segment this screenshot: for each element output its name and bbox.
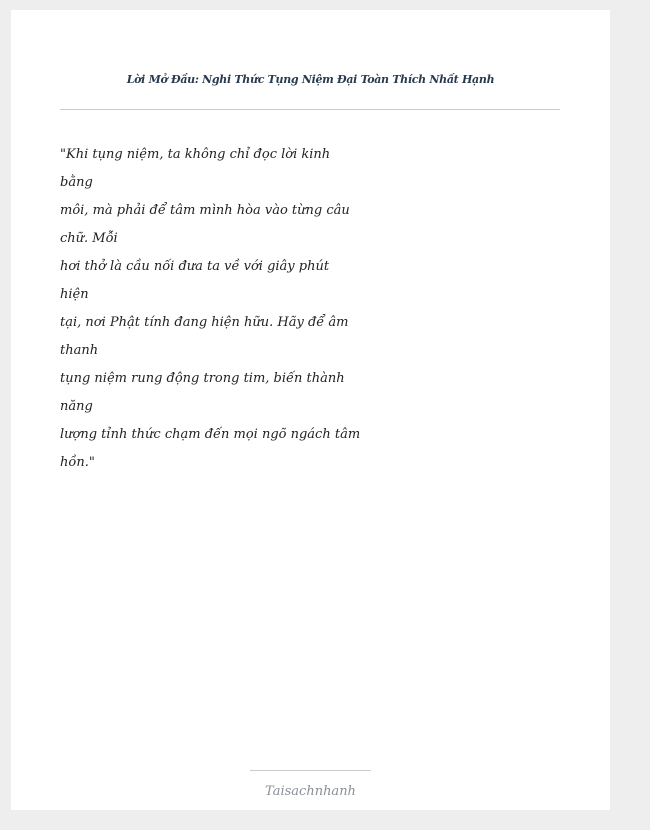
- quote-line: tụng niệm rung động trong tim, biến thành: [60, 371, 345, 386]
- quote-line: năng: [60, 399, 93, 414]
- quote-line: "Khi tụng niệm, ta không chỉ đọc lời kinh: [60, 147, 331, 162]
- quote-line: lượng tỉnh thức chạm đến mọi ngõ ngách tâm: [60, 427, 361, 442]
- document-page: [11, 10, 610, 810]
- quote-line: tại, nơi Phật tính đang hiện hữu. Hãy để âm: [60, 315, 349, 330]
- footer-brand: Taisachnhanh: [265, 784, 356, 799]
- title-divider: [60, 109, 560, 110]
- footer-divider: [250, 770, 371, 771]
- quote-line: hồn.": [60, 455, 95, 470]
- quote-line: môi, mà phải để tâm mình hòa vào từng câu: [60, 203, 350, 218]
- quote-line: hiện: [60, 287, 89, 302]
- quote-line: chữ. Mỗi: [60, 231, 118, 246]
- quote-line: thanh: [60, 343, 99, 358]
- quote-line: bằng: [60, 175, 93, 190]
- intro-quote: [60, 141, 360, 477]
- page-title: Lời Mở Đầu: Nghi Thức Tụng Niệm Đại Toàn Thích Nhất Hạnh: [126, 73, 495, 86]
- quote-line: hơi thở là cầu nối đưa ta về với giây phút: [60, 259, 330, 274]
